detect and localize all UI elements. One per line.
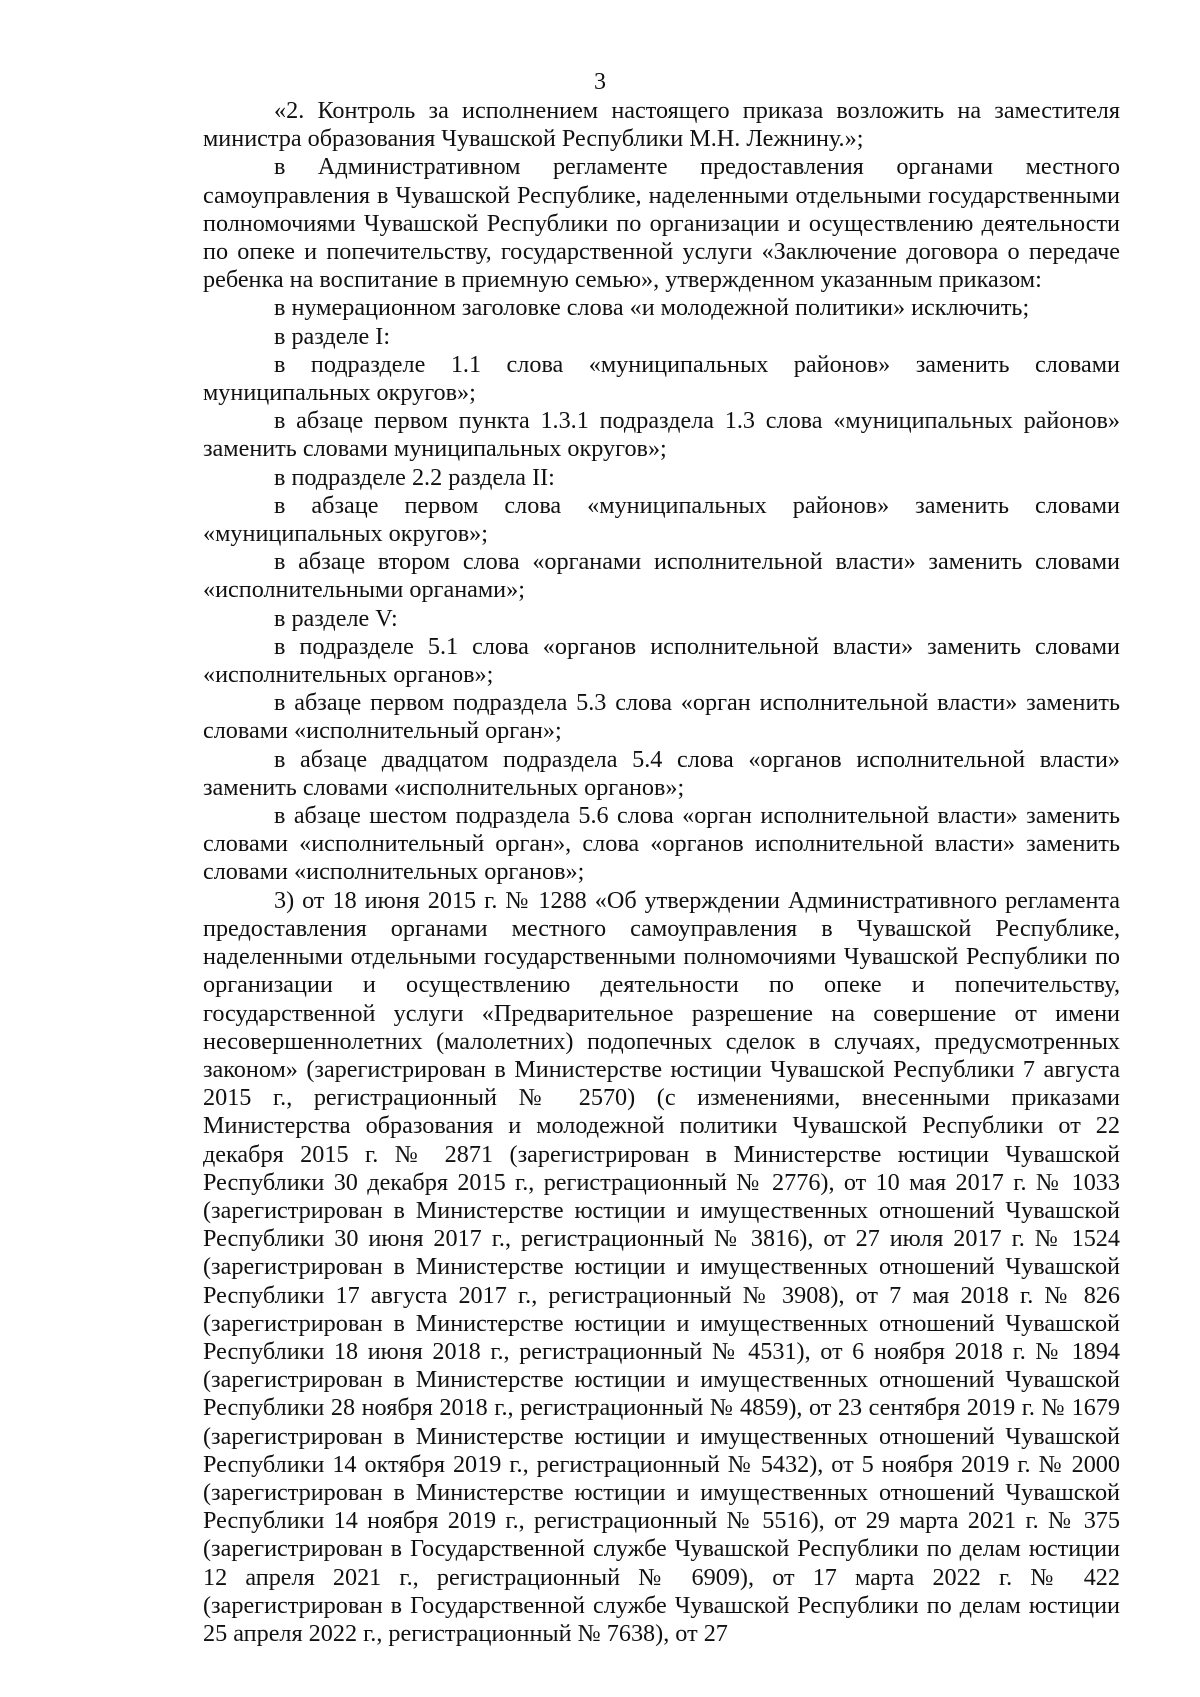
paragraph: в абзаце втором слова «органами исполнительной власти» заменить словами «исполнительными органами»; — [203, 548, 1120, 604]
paragraph: в подразделе 2.2 раздела II: — [274, 463, 555, 491]
page-number: 3 — [594, 69, 606, 95]
paragraph: в разделе I: — [274, 322, 391, 350]
paragraph: в абзаце первом пункта 1.3.1 подраздела 1.3 слова «муниципальных районов» заменить словами муниципальных округов»; — [203, 407, 1120, 463]
paragraph: в абзаце двадцатом подраздела 5.4 слова «органов исполнительной власти» заменить словами «исполнительных органов»; — [203, 745, 1120, 801]
paragraph: в абзаце первом слова «муниципальных районов» заменить словами «муниципальных округов»; — [203, 491, 1120, 548]
paragraph: в подразделе 5.1 слова «органов исполнительной власти» заменить словами «исполнительных органов»; — [203, 632, 1120, 689]
paragraph: в Административном регламенте предоставления органами местного самоуправления в Чувашской Республике, наделенными отдельными государственными полномочиями Чувашской Республики по организации и осуществлению деятельности по опеке и попечительству, государственной услуги «Заключение договора о передаче ребенка на воспитание в приемную семью», утвержденном указанным приказом: — [203, 153, 1120, 294]
paragraph: в нумерационном заголовке слова «и молодежной политики» исключить; — [274, 294, 1030, 322]
paragraph: в абзаце первом подраздела 5.3 слова «орган исполнительной власти» заменить словами «исполнительный орган»; — [203, 689, 1120, 745]
paragraph: 3) от 18 июня 2015 г. № 1288 «Об утверждении Административного регламента предоставления органами местного самоуправления в Чувашской Республике, наделенными отдельными государственными полномочиями Чувашской Республики по организации и осуществлению деятельности по опеке и попечительству, государственной услуги «Предварительное разрешение на совершение от имени несовершеннолетних (малолетних) подопечных сделок в случаях, предусмотренных законом» (зарегистрирован в Министерстве юстиции Чувашской Республики 7 августа 2015 г., регистрационный № 2570) (с изменениями, внесенными приказами Министерства образования и молодежной политики Чувашской Республики от 22 декабря 2015 г. № 2871 (зарегистрирован в Министерстве юстиции Чувашской Республики 30 декабря 2015 г., регистрационный № 2776), от 10 мая 2017 г. № 1033 (зарегистрирован в Министерстве юстиции и имущественных отношений Чувашской Республики 30 июня 2017 г., регистрационный № 3816), от 27 июля 2017 г. № 1524 (зарегистрирован в Министерстве юстиции и имущественных отношений Чувашской Республики 17 августа 2017 г., регистрационный № 3908), от 7 мая 2018 г. № 826 (зарегистрирован в Министерстве юстиции и имущественных отношений Чувашской Республики 18 июня 2018 г., регистрационный № 4531), от 6 ноября 2018 г. № 1894 (зарегистрирован в Министерстве юстиции и имущественных отношений Чувашской Республики 28 ноября 2018 г., регистрационный № 4859), от 23 сентября 2019 г. № 1679 (зарегистрирован в Министерстве юстиции и имущественных отношений Чувашской Республики 14 октября 2019 г., регистрационный № 5432), от 5 ноября 2019 г. № 2000 (зарегистрирован в Министерстве юстиции и имущественных отношений Чувашской Республики 14 ноября 2019 г., регистрационный № 5516), от 29 марта 2021 г. № 375 (зарегистрирован в Государственной службе Чувашской Республики по делам юстиции 12 апреля 2021 г., регистрационный № 6909), от 17 марта 2022 г. № 422 (зарегистрирован в Государственной службе Чувашской Республики по делам юстиции 25 апреля 2022 г., регистрационный № 7638), от 27 — [203, 886, 1120, 1647]
document-body — [203, 97, 1120, 1648]
paragraph: в абзаце шестом подраздела 5.6 слова «орган исполнительной власти» заменить словами «исполнительный орган», слова «органов исполнительной власти» заменить словами «исполнительных органов»; — [203, 802, 1120, 886]
paragraph: «2. Контроль за исполнением настоящего приказа возложить на заместителя министра образования Чувашской Республики М.Н. Лежнину.»; — [203, 97, 1120, 153]
paragraph: в разделе V: — [274, 604, 398, 632]
paragraph: в подразделе 1.1 слова «муниципальных районов» заменить словами муниципальных округов»; — [203, 350, 1120, 407]
